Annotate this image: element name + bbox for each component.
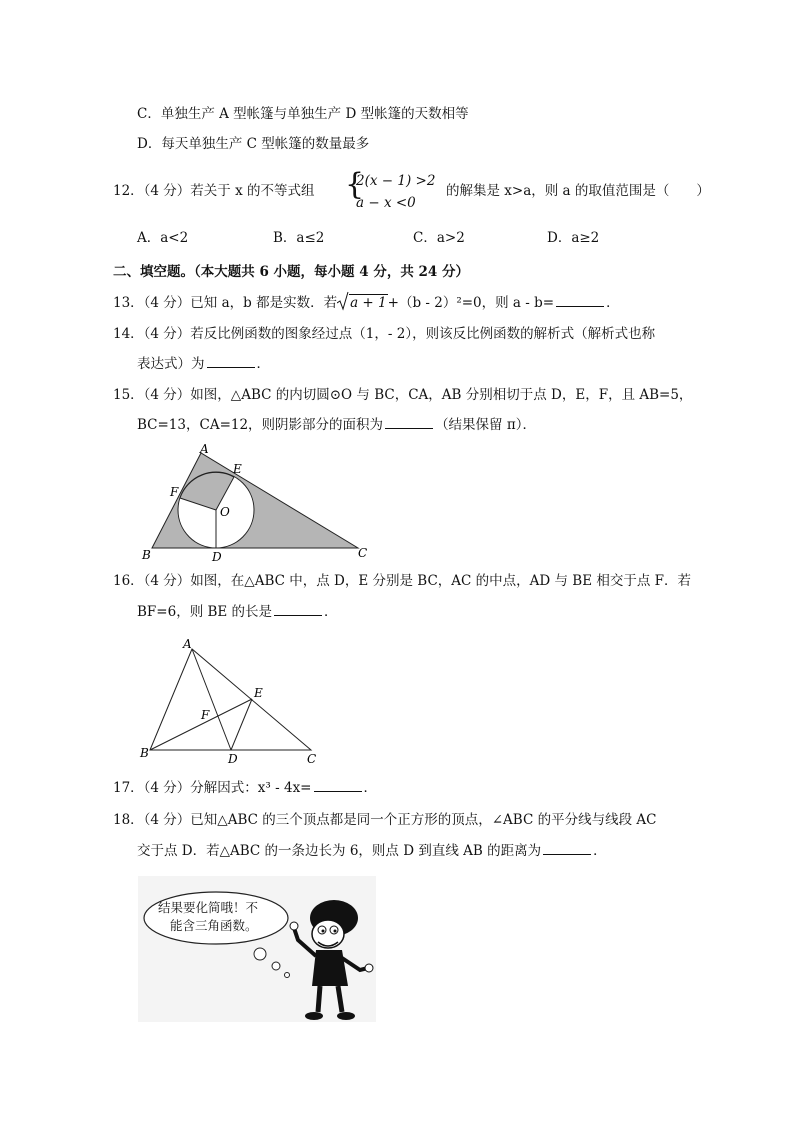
figure-16-median-triangle	[135, 635, 335, 770]
fig16-label-d: D	[228, 752, 238, 766]
q18-line2-text: 交于点 D．若△ABC 的一条边长为 6，则点 D 到直线 AB 的距离为	[137, 843, 542, 859]
fig16-label-e: E	[254, 686, 263, 700]
q18-line2	[137, 842, 607, 860]
fig16-triangle	[150, 649, 311, 750]
q15-line2a: BC=13，CA=12，则阴影部分的面积为	[137, 417, 384, 433]
q18-answer-blank[interactable]	[543, 842, 591, 855]
q13-answer-blank[interactable]	[556, 294, 604, 307]
q11-option-c: C．单独生产 A 型帐篷与单独生产 D 型帐篷的天数相等	[137, 106, 469, 122]
fig16-label-a: A	[183, 637, 192, 651]
sqrt-sign-icon	[337, 291, 349, 311]
q13-prefix: 13．（4 分）已知 a，b 都是实数．若	[113, 295, 338, 311]
q14-answer-blank[interactable]	[207, 355, 255, 368]
q16-line1: 16．（4 分）如图，在△ABC 中，点 D，E 分别是 BC，AC 的中点，AD 与 BE 相交于点 F．若	[113, 573, 692, 589]
q12-option-c: C．a>2	[413, 230, 465, 246]
q14-line2	[137, 355, 270, 373]
cartoon-illustration	[138, 876, 376, 1022]
q12-option-a: A．a<2	[137, 230, 189, 246]
q11-option-d: D．每天单独生产 C 型帐篷的数量最多	[137, 136, 370, 152]
fig16-label-b: B	[140, 746, 149, 760]
q15-line2	[137, 416, 536, 434]
fig16-median-be	[150, 699, 252, 750]
q15-line1: 15．（4 分）如图，△ABC 的内切圆⊙O 与 BC，CA，AB 分别相切于点 D，E，F，且 AB=5，	[113, 387, 693, 403]
q13-middle: +（b - 2）²=0，则 a - b=	[387, 295, 555, 311]
q16-line2	[137, 603, 338, 621]
q17-prefix: 17．（4 分）分解因式：x³ - 4x=	[113, 780, 312, 796]
q15-line2b: （结果保留 π）．	[435, 417, 536, 433]
q17-end: ．	[363, 780, 377, 796]
q12-suffix: 的解集是 x>a，则 a 的取值范围是（ ）	[446, 183, 710, 199]
q16-end: ．	[324, 604, 338, 620]
q12-inequality-2: a − x <0	[356, 195, 416, 211]
fig16-segment-de	[231, 699, 252, 750]
fig15-label-b: B	[142, 548, 151, 562]
q13-end: ．	[606, 295, 620, 311]
bubble-text-line2: 能含三角函数。	[170, 918, 258, 933]
fig16-label-f: F	[201, 708, 210, 722]
q12-option-b: B．a≤2	[273, 230, 325, 246]
fig15-label-d: D	[212, 550, 222, 564]
q13-sqrt	[339, 294, 388, 312]
q14-end: ．	[256, 356, 270, 372]
q16-line2-text: BF=6，则 BE 的长是	[137, 604, 273, 620]
fig16-label-c: C	[307, 752, 317, 766]
section-2-heading: 二、填空题。（本大题共 6 小题，每小题 4 分，共 24 分）	[113, 264, 470, 280]
fig16-median-ad	[192, 649, 231, 750]
q12-brace: {	[345, 167, 365, 202]
q12-option-d: D．a≥2	[547, 230, 600, 246]
q16-answer-blank[interactable]	[274, 603, 322, 616]
q18-line1: 18．（4 分）已知△ABC 的三个顶点都是同一个正方形的顶点，∠ABC 的平分线与线段 AC	[113, 812, 657, 828]
q15-answer-blank[interactable]	[385, 416, 433, 429]
bubble-text-line1: 结果要化简哦！不	[158, 900, 259, 915]
cartoon-hint	[138, 876, 376, 1022]
q14-line2-text: 表达式）为	[137, 356, 205, 372]
q13-radicand: a + 1	[350, 295, 387, 311]
fig15-label-a: A	[200, 442, 209, 456]
fig15-label-c: C	[358, 546, 368, 560]
q12-prefix: 12．（4 分）若关于 x 的不等式组	[113, 183, 315, 199]
fig15-label-o: O	[220, 505, 230, 519]
q13-line	[113, 294, 620, 312]
q18-end: ．	[593, 843, 607, 859]
q12-inequality-1: 2(x − 1) >2	[356, 173, 436, 189]
fig15-label-f: F	[170, 485, 179, 499]
q17-answer-blank[interactable]	[314, 779, 362, 792]
q17-line	[113, 779, 377, 797]
fig15-label-e: E	[233, 462, 242, 476]
q14-line1: 14．（4 分）若反比例函数的图象经过点（1，- 2），则该反比例函数的解析式（解析式也称	[113, 326, 656, 342]
figure-15-incircle-triangle	[130, 440, 380, 565]
